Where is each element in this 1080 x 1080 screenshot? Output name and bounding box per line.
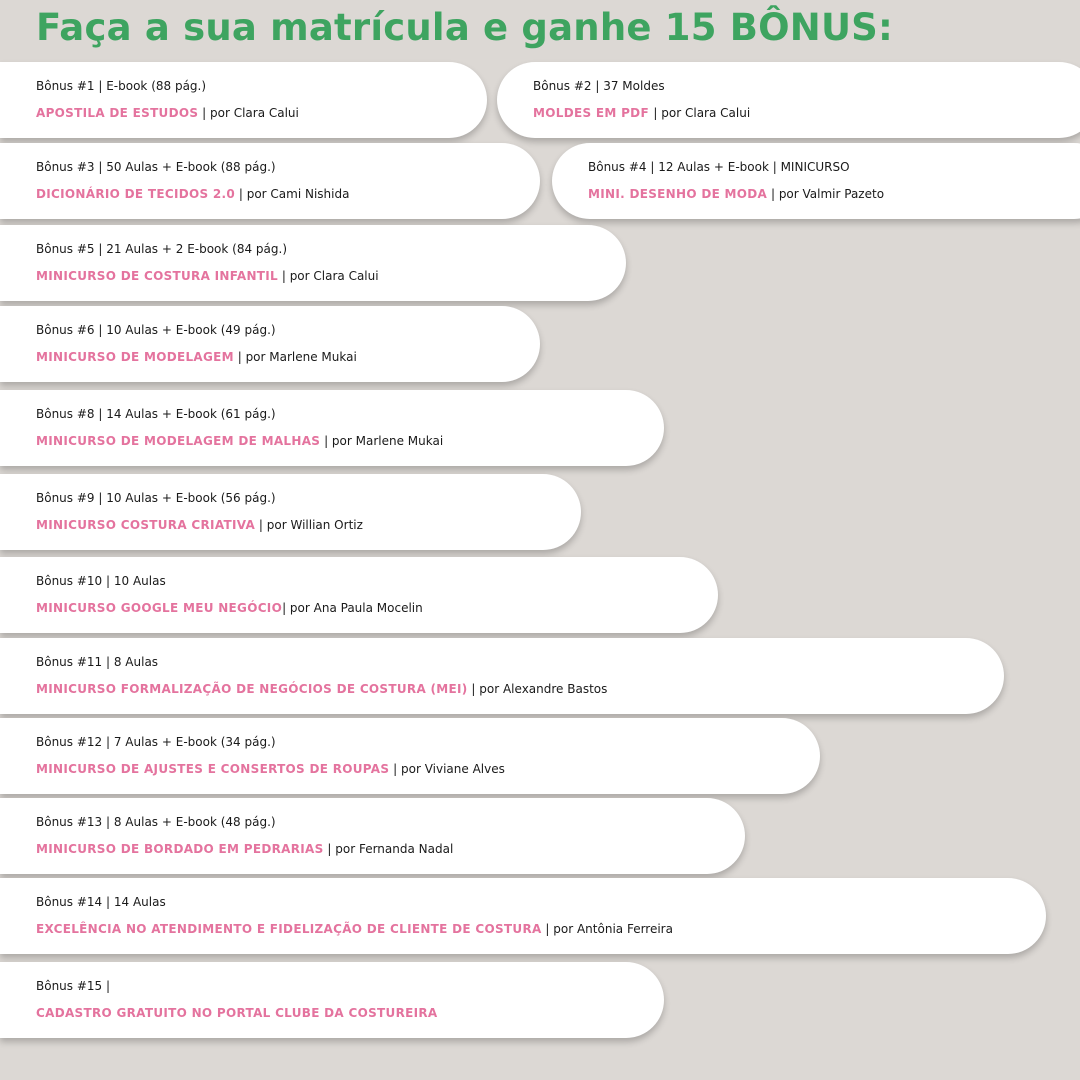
bonus-author: | por Cami Nishida (235, 187, 350, 201)
bonus-number: Bônus #4 (588, 160, 647, 174)
bonus-title: MINICURSO DE BORDADO EM PEDRARIAS (36, 842, 324, 856)
bonus-meta: | 8 Aulas + E-book (48 pág.) (102, 815, 276, 829)
bonus-number: Bônus #13 (36, 815, 103, 829)
bonus-title: APOSTILA DE ESTUDOS (36, 106, 199, 120)
bonus-number: Bônus #1 (36, 79, 95, 93)
bonus-card-6 (0, 306, 540, 382)
bonus-card-2 (497, 62, 1080, 138)
bonus-title: MINICURSO COSTURA CRIATIVA (36, 518, 256, 532)
bonus-card-12 (0, 718, 820, 794)
bonus-card-4 (552, 143, 1080, 219)
bonus-meta: | 12 Aulas + E-book | MINICURSO (646, 160, 850, 174)
bonus-author: | por Viviane Alves (389, 762, 505, 776)
bonus-author: | por Antônia Ferreira (541, 922, 673, 936)
bonus-number: Bônus #8 (36, 407, 95, 421)
bonus-number: Bônus #10 (36, 574, 103, 588)
page-title: Faça a sua matrícula e ganhe 15 BÔNUS: (36, 6, 894, 49)
bonus-meta: | 7 Aulas + E-book (34 pág.) (102, 735, 276, 749)
bonus-card-15 (0, 962, 664, 1038)
bonus-number: Bônus #15 (36, 979, 103, 993)
bonus-meta: | 14 Aulas + E-book (61 pág.) (94, 407, 276, 421)
bonus-card-5 (0, 225, 626, 301)
bonus-card-9 (0, 474, 581, 550)
bonus-meta: | 10 Aulas (102, 574, 166, 588)
bonus-meta: | 21 Aulas + 2 E-book (84 pág.) (94, 242, 288, 256)
bonus-meta: | 10 Aulas + E-book (56 pág.) (94, 491, 276, 505)
bonus-author: | por Marlene Mukai (320, 434, 444, 448)
bonus-number: Bônus #12 (36, 735, 103, 749)
bonus-card-13 (0, 798, 745, 874)
bonus-author: | por Alexandre Bastos (467, 682, 608, 696)
bonus-author: | por Fernanda Nadal (323, 842, 454, 856)
bonus-number: Bônus #3 (36, 160, 95, 174)
bonus-number: Bônus #6 (36, 323, 95, 337)
bonus-author: | por Clara Calui (278, 269, 379, 283)
bonus-author: | por Clara Calui (198, 106, 299, 120)
bonus-meta: | 10 Aulas + E-book (49 pág.) (94, 323, 276, 337)
bonus-title: EXCELÊNCIA NO ATENDIMENTO E FIDELIZAÇÃO DE CLIENTE DE COSTURA (36, 922, 542, 936)
bonus-title: MINICURSO DE COSTURA INFANTIL (36, 269, 279, 283)
bonus-meta: | 37 Moldes (591, 79, 665, 93)
bonus-meta: | 8 Aulas (102, 655, 159, 669)
bonus-card-8 (0, 390, 664, 466)
bonus-author: | por Valmir Pazeto (767, 187, 885, 201)
bonus-card-10 (0, 557, 718, 633)
bonus-title: MINICURSO DE MODELAGEM (36, 350, 234, 364)
bonus-number: Bônus #5 (36, 242, 95, 256)
bonus-card-3 (0, 143, 540, 219)
bonus-title: MINICURSO DE AJUSTES E CONSERTOS DE ROUPAS (36, 762, 390, 776)
bonus-number: Bônus #9 (36, 491, 95, 505)
bonus-title: MINI. DESENHO DE MODA (588, 187, 768, 201)
bonus-title: MINICURSO GOOGLE MEU NEGÓCIO (36, 601, 283, 615)
bonus-card-14 (0, 878, 1046, 954)
bonus-meta: | 50 Aulas + E-book (88 pág.) (94, 160, 276, 174)
bonus-author: | por Willian Ortiz (255, 518, 363, 532)
bonus-title: MOLDES EM PDF (533, 106, 654, 120)
bonus-number: Bônus #2 (533, 79, 592, 93)
bonus-meta: | E-book (88 pág.) (94, 79, 207, 93)
bonus-author: | por Ana Paula Mocelin (282, 601, 423, 615)
bonus-author: | por Clara Calui (653, 106, 751, 120)
bonus-card-1 (0, 62, 487, 138)
bonus-title: DICIONÁRIO DE TECIDOS 2.0 (36, 187, 236, 201)
bonus-title: CADASTRO GRATUITO NO PORTAL CLUBE DA COSTUREIRA (36, 1006, 438, 1020)
bonus-meta: | 14 Aulas (102, 895, 166, 909)
bonus-title: MINICURSO DE MODELAGEM DE MALHAS (36, 434, 321, 448)
bonus-number: Bônus #14 (36, 895, 103, 909)
bonus-number: Bônus #11 (36, 655, 103, 669)
bonus-card-11 (0, 638, 1004, 714)
bonus-title: MINICURSO FORMALIZAÇÃO DE NEGÓCIOS DE COSTURA (MEI) (36, 682, 468, 696)
bonus-author: | por Marlene Mukai (233, 350, 357, 364)
bonus-meta: | (102, 979, 111, 993)
